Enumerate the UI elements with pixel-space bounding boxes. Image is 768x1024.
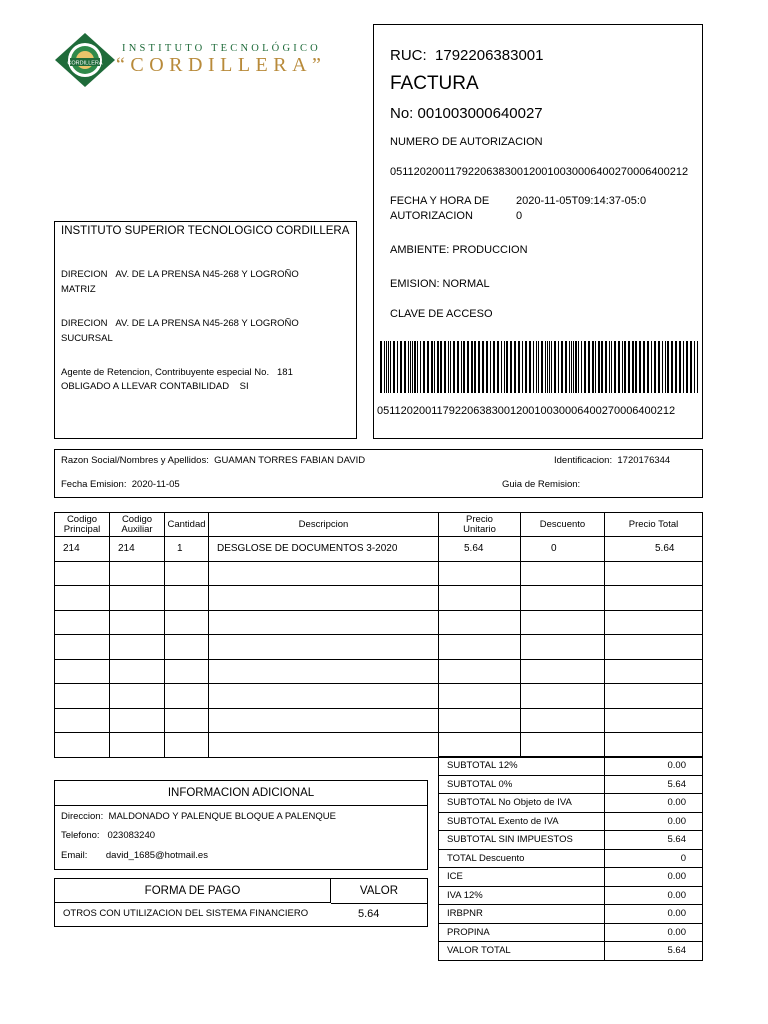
emission-date-label: Fecha Emision:: [61, 479, 127, 490]
totals-row: [439, 831, 703, 850]
barcode-bar: [565, 341, 567, 393]
barcode-bar: [554, 341, 556, 393]
buyer-name-label: Razon Social/Nombres y Apellidos:: [61, 455, 209, 466]
branch-dir-label: DIRECION: [61, 318, 108, 329]
totals-label: TOTAL Descuento: [439, 849, 605, 868]
barcode-bar: [529, 341, 531, 393]
barcode-bar: [397, 341, 398, 393]
table-row: [55, 561, 703, 586]
barcode-bar: [628, 341, 630, 393]
col-header-code-main: Codigo Principal: [55, 513, 110, 537]
totals-value: 0.00: [605, 923, 703, 942]
document-type: FACTURA: [390, 73, 479, 94]
barcode-bar: [551, 341, 552, 393]
items-header-row: [55, 513, 703, 537]
barcode-bar: [490, 341, 491, 393]
payment-value-header: VALOR: [331, 879, 427, 904]
barcode-bar: [573, 341, 574, 393]
auth-date-value-1: 2020-11-05T09:14:37-05:0: [516, 195, 647, 207]
barcode-bar: [467, 341, 469, 393]
additional-info-box: [54, 780, 428, 870]
barcode-bar: [486, 341, 488, 393]
access-key-barcode: [378, 341, 700, 393]
barcode-bar: [461, 341, 462, 393]
barcode-bar: [444, 341, 446, 393]
svg-text:CORDILLERA: CORDILLERA: [67, 60, 103, 67]
item-discount: 0: [521, 537, 605, 562]
ruc-value: 1792206383001: [435, 47, 544, 64]
accounting-line: [61, 381, 249, 392]
barcode-bar: [667, 341, 669, 393]
totals-row: [439, 886, 703, 905]
barcode-bar: [618, 341, 620, 393]
matrix-label: MATRIZ: [61, 284, 96, 295]
table-row: [55, 635, 703, 660]
barcode-bar: [518, 341, 520, 393]
barcode-bar: [388, 341, 389, 393]
invoice-number-label: No:: [390, 105, 414, 122]
payment-method: OTROS CON UTILIZACION DEL SISTEMA FINANCIERO: [63, 908, 309, 919]
totals-row: [439, 757, 703, 776]
totals-row: [439, 942, 703, 961]
barcode-bar: [538, 341, 539, 393]
col-header-description: Descripcion: [209, 513, 439, 537]
totals-value: 5.64: [605, 942, 703, 961]
barcode-bar: [393, 341, 395, 393]
totals-value: 0.00: [605, 868, 703, 887]
item-qty: 1: [165, 537, 209, 562]
environment: AMBIENTE: PRODUCCION: [390, 244, 528, 256]
retention-label: Agente de Retencion, Contribuyente especial No.: [61, 367, 270, 378]
totals-label: SUBTOTAL 0%: [439, 775, 605, 794]
info-email-label: Email:: [61, 850, 88, 861]
branch-address: AV. DE LA PRENSA N45-268 Y LOGROÑO: [115, 318, 299, 329]
barcode-bar: [658, 341, 660, 393]
barcode-bar: [547, 341, 548, 393]
totals-value: 0: [605, 849, 703, 868]
barcode-bar: [584, 341, 586, 393]
issuer-box: [54, 221, 357, 439]
totals-row: [439, 868, 703, 887]
barcode-bar: [463, 341, 465, 393]
totals-value: 0.00: [605, 886, 703, 905]
barcode-bar: [686, 341, 688, 393]
institute-logo: [54, 32, 364, 94]
table-row: [55, 586, 703, 611]
col-header-discount: Descuento: [521, 513, 605, 537]
items-table: [54, 512, 703, 758]
totals-row: [439, 905, 703, 924]
barcode-bar: [420, 341, 421, 393]
barcode-bar: [683, 341, 684, 393]
barcode-bar: [427, 341, 429, 393]
totals-label: IRBPNR: [439, 905, 605, 924]
info-email: david_1685@hotmail.es: [105, 850, 208, 861]
accounting-label: OBLIGADO A LLEVAR CONTABILIDAD: [61, 381, 230, 392]
remission-label: Guia de Remision:: [502, 479, 581, 490]
barcode-bar: [482, 341, 484, 393]
barcode-bar: [578, 341, 579, 393]
barcode-bar: [611, 341, 612, 393]
barcode-bar: [588, 341, 590, 393]
barcode-bar: [639, 341, 641, 393]
auth-date-label-1: FECHA Y HORA DE: [390, 195, 490, 207]
barcode-bar: [592, 341, 594, 393]
payment-box: [54, 878, 428, 927]
col-header-code-aux: Codigo Auxiliar: [110, 513, 165, 537]
barcode-bar: [595, 341, 596, 393]
emission: EMISION: NORMAL: [390, 278, 490, 290]
info-address-line: [61, 811, 336, 822]
barcode-bar: [400, 341, 402, 393]
barcode-bar: [414, 341, 416, 393]
barcode-bar: [694, 341, 695, 393]
buyer-box: [54, 449, 703, 498]
branch-label: SUCURSAL: [61, 333, 113, 344]
barcode-bar: [690, 341, 692, 393]
totals-value: 0.00: [605, 905, 703, 924]
logo-line-1: INSTITUTO TECNOLÓGICO: [122, 43, 321, 54]
issuer-name: INSTITUTO SUPERIOR TECNOLOGICO CORDILLERA: [61, 225, 350, 237]
barcode-bar: [549, 341, 550, 393]
barcode-bar: [457, 341, 459, 393]
logo-line-2: “CORDILLERA”: [116, 54, 327, 76]
info-address: MALDONADO Y PALENQUE BLOQUE A PALENQUE: [108, 811, 336, 822]
table-row: [55, 610, 703, 635]
barcode-bar: [390, 341, 391, 393]
totals-value: 5.64: [605, 775, 703, 794]
buyer-name: GUAMAN TORRES FABIAN DAVID: [214, 455, 366, 466]
info-address-label: Direccion:: [61, 811, 104, 822]
barcode-bar: [437, 341, 439, 393]
table-row: [55, 659, 703, 684]
totals-label: SUBTOTAL Exento de IVA: [439, 812, 605, 831]
access-key-value: 0511202001179220638300120010030006400270006400212: [377, 405, 676, 417]
barcode-bar: [474, 341, 476, 393]
totals-value: 5.64: [605, 831, 703, 850]
info-phone-line: [61, 830, 155, 841]
barcode-bar: [384, 341, 385, 393]
barcode-bar: [671, 341, 673, 393]
invoice-number-line: [390, 105, 543, 122]
barcode-bar: [450, 341, 451, 393]
barcode-bar: [624, 341, 626, 393]
barcode-bar: [417, 341, 418, 393]
barcode-bar: [541, 341, 543, 393]
barcode-bar: [506, 341, 508, 393]
retention-number: 181: [277, 367, 293, 378]
totals-table: [438, 756, 703, 961]
info-phone-label: Telefono:: [61, 830, 100, 841]
table-row: [55, 684, 703, 709]
matrix-address-line: [61, 269, 299, 280]
totals-row: [439, 923, 703, 942]
barcode-bar: [662, 341, 663, 393]
buyer-id-label: Identificacion:: [554, 455, 613, 466]
totals-value: 0.00: [605, 757, 703, 776]
accounting-value: SI: [239, 381, 249, 392]
payment-value: 5.64: [358, 908, 380, 920]
barcode-bar: [622, 341, 623, 393]
totals-label: SUBTOTAL No Objeto de IVA: [439, 794, 605, 813]
barcode-bar: [410, 341, 411, 393]
info-phone: 023083240: [107, 830, 156, 841]
totals-label: VALOR TOTAL: [439, 942, 605, 961]
totals-label: ICE: [439, 868, 605, 887]
barcode-bar: [404, 341, 406, 393]
barcode-bar: [525, 341, 527, 393]
barcode-bar: [571, 341, 572, 393]
emission-date: 2020-11-05: [131, 479, 180, 490]
barcode-bar: [493, 341, 495, 393]
barcode-bar: [569, 341, 570, 393]
barcode-bar: [643, 341, 645, 393]
col-header-unit-price: Precio Unitario: [439, 513, 521, 537]
access-key-label: CLAVE DE ACCESO: [390, 308, 493, 320]
barcode-bar: [561, 341, 563, 393]
buyer-id: 1720176344: [617, 455, 671, 466]
authorization-number: 0511202001179220638300120010030006400270006400212: [390, 166, 689, 178]
totals-row: [439, 849, 703, 868]
barcode-bar: [412, 341, 413, 393]
barcode-bar: [504, 341, 505, 393]
retention-line: [61, 367, 293, 378]
barcode-bar: [598, 341, 600, 393]
barcode-bar: [558, 341, 559, 393]
barcode-bar: [647, 341, 649, 393]
barcode-bar: [545, 341, 546, 393]
barcode-bar: [651, 341, 652, 393]
ruc-line: [390, 47, 543, 64]
barcode-bar: [448, 341, 449, 393]
barcode-bar: [497, 341, 499, 393]
ruc-label: RUC:: [390, 47, 427, 64]
barcode-bar: [408, 341, 409, 393]
item-code-aux: 214: [110, 537, 165, 562]
item-code-main: 214: [55, 537, 110, 562]
auth-date-label-2: AUTORIZACION: [390, 210, 473, 222]
totals-value: 0.00: [605, 812, 703, 831]
branch-address-line: [61, 318, 299, 329]
buyer-name-line: [61, 455, 365, 466]
barcode-bar: [501, 341, 502, 393]
item-description: DESGLOSE DE DOCUMENTOS 3-2020: [209, 537, 439, 562]
buyer-id-line: [554, 455, 670, 466]
barcode-bar: [440, 341, 442, 393]
barcode-bar: [632, 341, 634, 393]
table-row: [55, 733, 703, 758]
totals-label: SUBTOTAL SIN IMPUESTOS: [439, 831, 605, 850]
barcode-bar: [522, 341, 523, 393]
table-row: [55, 537, 703, 562]
totals-label: IVA 12%: [439, 886, 605, 905]
barcode-bar: [386, 341, 387, 393]
barcode-bar: [510, 341, 512, 393]
barcode-bar: [601, 341, 603, 393]
totals-value: 0.00: [605, 794, 703, 813]
barcode-bar: [679, 341, 681, 393]
invoice-number: 001003000640027: [417, 105, 543, 122]
barcode-bar: [609, 341, 610, 393]
barcode-bar: [533, 341, 534, 393]
payment-method-header: FORMA DE PAGO: [55, 879, 331, 903]
totals-row: [439, 812, 703, 831]
barcode-bar: [697, 341, 698, 393]
barcode-bar: [614, 341, 616, 393]
auth-date-value-2: 0: [516, 210, 523, 222]
totals-label: SUBTOTAL 12%: [439, 757, 605, 776]
item-total: 5.64: [605, 537, 703, 562]
matrix-address: AV. DE LA PRENSA N45-268 Y LOGROÑO: [115, 269, 299, 280]
totals-row: [439, 775, 703, 794]
table-row: [55, 708, 703, 733]
additional-info-title: INFORMACION ADICIONAL: [55, 781, 427, 806]
authorization-label: NUMERO DE AUTORIZACION: [390, 136, 543, 148]
barcode-bar: [581, 341, 582, 393]
matrix-dir-label: DIRECION: [61, 269, 108, 280]
barcode-bar: [478, 341, 480, 393]
barcode-bar: [380, 341, 382, 393]
col-header-total: Precio Total: [605, 513, 703, 537]
barcode-bar: [514, 341, 516, 393]
emission-date-line: [61, 479, 180, 490]
barcode-bar: [654, 341, 656, 393]
barcode-bar: [635, 341, 637, 393]
barcode-bar: [453, 341, 455, 393]
item-unit-price: 5.64: [439, 537, 521, 562]
barcode-bar: [665, 341, 666, 393]
barcode-bar: [434, 341, 435, 393]
totals-label: PROPINA: [439, 923, 605, 942]
totals-row: [439, 794, 703, 813]
barcode-bar: [575, 341, 577, 393]
info-email-line: [61, 850, 208, 861]
cordillera-seal-icon: [54, 32, 116, 88]
barcode-bar: [431, 341, 433, 393]
col-header-qty: Cantidad: [165, 513, 209, 537]
invoice-header-box: [373, 24, 703, 439]
barcode-bar: [675, 341, 677, 393]
barcode-bar: [423, 341, 425, 393]
barcode-bar: [536, 341, 537, 393]
barcode-bar: [605, 341, 607, 393]
barcode-bar: [471, 341, 473, 393]
